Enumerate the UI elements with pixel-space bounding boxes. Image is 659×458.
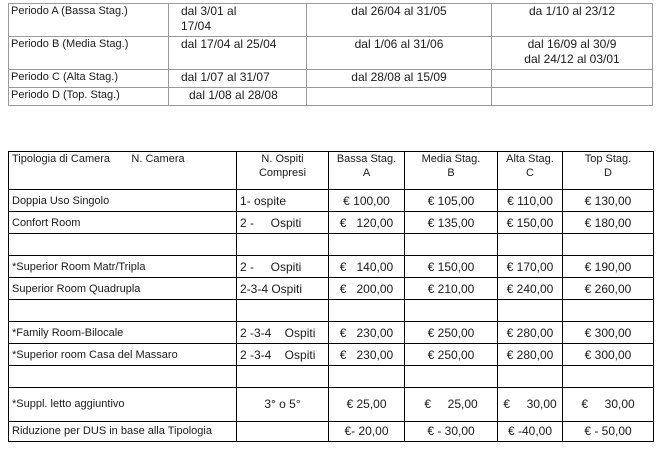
period-range-2 (307, 88, 492, 106)
empty-row (9, 234, 654, 256)
price-b: € 135,00 (405, 212, 498, 234)
period-row-b (9, 37, 653, 70)
room-name: Confort Room (9, 212, 237, 234)
room-guests (237, 422, 329, 442)
period-row-c (9, 70, 653, 88)
price-a: € 200,00 (329, 278, 405, 300)
periods-table (8, 3, 653, 106)
room-guests: 2-3-4 Ospiti (237, 278, 329, 300)
price-a: € 100,00 (329, 190, 405, 212)
typology-header: Tipologia di Camera N. Camera (9, 152, 237, 190)
period-range-3: dal 16/09 al 30/9 dal 24/12 al 03/01 (492, 37, 653, 70)
period-range-1: dal 17/04 al 25/04 (169, 37, 307, 70)
table-row (9, 190, 654, 212)
period-range-2: dal 28/08 al 15/09 (307, 70, 492, 88)
period-row-a (9, 4, 653, 37)
period-range-3 (492, 88, 653, 106)
room-guests: 2 - Ospiti (237, 256, 329, 278)
price-b: € - 30,00 (405, 422, 498, 442)
period-range-1: dal 3/01 al 17/04 (169, 4, 307, 37)
room-name: Doppia Uso Singolo (9, 190, 237, 212)
price-a: €- 20,00 (329, 422, 405, 442)
empty-row (9, 366, 654, 388)
table-row (9, 278, 654, 300)
table-row (9, 422, 654, 442)
price-a: € 25,00 (329, 388, 405, 422)
price-d: € 30,00 (563, 388, 654, 422)
season-d-header: Top Stag. D (563, 152, 654, 190)
price-c: € 280,00 (498, 344, 563, 366)
room-name: *Family Room-Bilocale (9, 322, 237, 344)
table-row (9, 256, 654, 278)
price-d: € 130,00 (563, 190, 654, 212)
period-label: Periodo B (Media Stag.) (9, 37, 169, 70)
price-b: € 210,00 (405, 278, 498, 300)
price-b: € 250,00 (405, 322, 498, 344)
price-c: € 150,00 (498, 212, 563, 234)
price-d: € 300,00 (563, 322, 654, 344)
price-c: € 170,00 (498, 256, 563, 278)
price-b: € 25,00 (405, 388, 498, 422)
period-label: Periodo A (Bassa Stag.) (9, 4, 169, 37)
price-a: € 120,00 (329, 212, 405, 234)
price-c: € 30,00 (498, 388, 563, 422)
price-b: € 250,00 (405, 344, 498, 366)
room-guests: 2 - Ospiti (237, 212, 329, 234)
table-row (9, 322, 654, 344)
price-c: € 110,00 (498, 190, 563, 212)
season-b-header: Media Stag. B (405, 152, 498, 190)
period-label: Periodo C (Alta Stag.) (9, 70, 169, 88)
season-c-header: Alta Stag. C (498, 152, 563, 190)
price-a: € 140,00 (329, 256, 405, 278)
room-guests: 2 -3-4 Ospiti (237, 322, 329, 344)
room-guests: 3° o 5° (237, 388, 329, 422)
period-range-3 (492, 70, 653, 88)
room-guests: 2 -3-4 Ospiti (237, 344, 329, 366)
period-range-3: da 1/10 al 23/12 (492, 4, 653, 37)
price-d: € 300,00 (563, 344, 654, 366)
period-range-1: dal 1/07 al 31/07 (169, 70, 307, 88)
period-range-2: dal 26/04 al 31/05 (307, 4, 492, 37)
period-label: Periodo D (Top. Stag.) (9, 88, 169, 106)
price-c: € -40,00 (498, 422, 563, 442)
room-guests: 1- ospite (237, 190, 329, 212)
price-a: € 230,00 (329, 344, 405, 366)
empty-row (9, 300, 654, 322)
season-a-header: Bassa Stag. A (329, 152, 405, 190)
room-name: *Superior Room Matr/Tripla (9, 256, 237, 278)
period-range-1: dal 1/08 al 28/08 (169, 88, 307, 106)
price-c: € 240,00 (498, 278, 563, 300)
table-row (9, 388, 654, 422)
room-name: *Suppl. letto aggiuntivo (9, 388, 237, 422)
price-d: € - 50,00 (563, 422, 654, 442)
guests-header: N. Ospiti Compresi (237, 152, 329, 190)
rates-header-row (9, 152, 654, 190)
period-row-d (9, 88, 653, 106)
period-range-2: dal 1/06 al 31/06 (307, 37, 492, 70)
price-d: € 260,00 (563, 278, 654, 300)
price-b: € 105,00 (405, 190, 498, 212)
room-name: *Superior room Casa del Massaro (9, 344, 237, 366)
price-b: € 150,00 (405, 256, 498, 278)
table-row (9, 344, 654, 366)
price-c: € 280,00 (498, 322, 563, 344)
price-d: € 190,00 (563, 256, 654, 278)
rates-table (8, 151, 654, 442)
price-a: € 230,00 (329, 322, 405, 344)
room-name: Riduzione per DUS in base alla Tipologia (9, 422, 237, 442)
room-name: Superior Room Quadrupla (9, 278, 237, 300)
table-row (9, 212, 654, 234)
price-d: € 180,00 (563, 212, 654, 234)
